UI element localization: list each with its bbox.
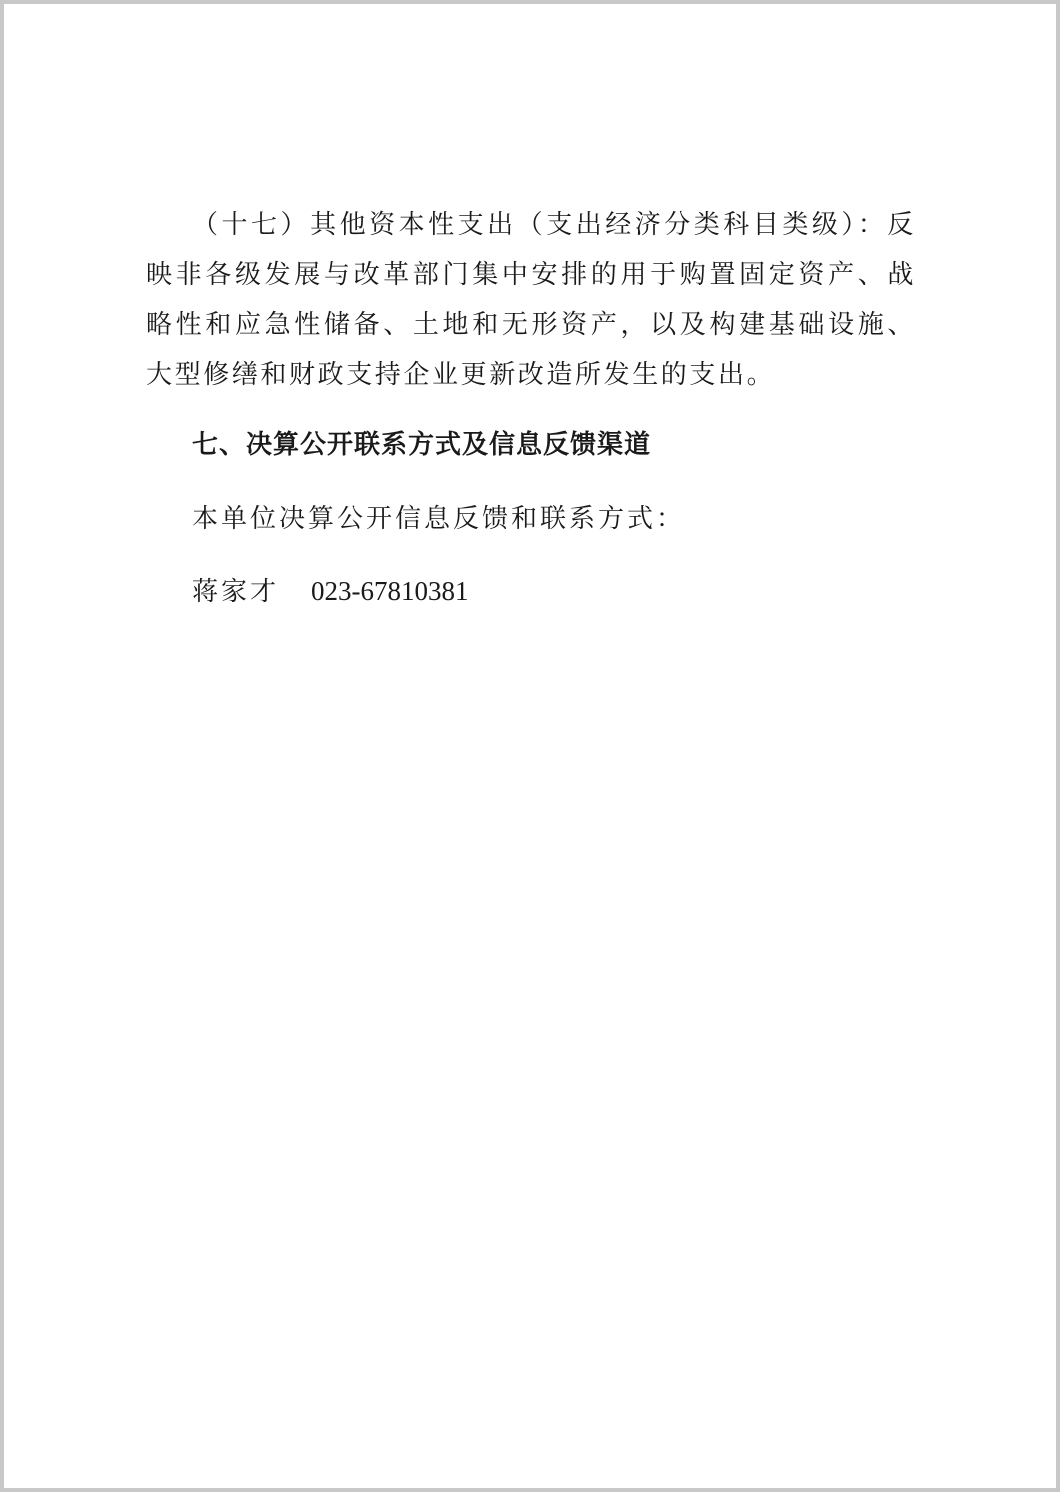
contact-intro: 本单位决算公开信息反馈和联系方式： — [192, 504, 686, 534]
contact-phone: 023-67810381 — [311, 576, 469, 606]
section-heading-contact: 七、决算公开联系方式及信息反馈渠道 — [192, 430, 652, 460]
document-body — [146, 200, 916, 617]
contact-name: 蒋家才 — [192, 577, 280, 607]
contact-row — [146, 566, 916, 617]
paragraph-other-capital-expenditure: （十七）其他资本性支出（支出经济分类科目类级）：反映非各级发展与改革部门集中安排的用于购置固定资产、战略性和应急性储备、土地和无形资产，以及构建基础设施、大型修缮和财政支持企业更新改造所发生的支出。 — [146, 210, 916, 390]
